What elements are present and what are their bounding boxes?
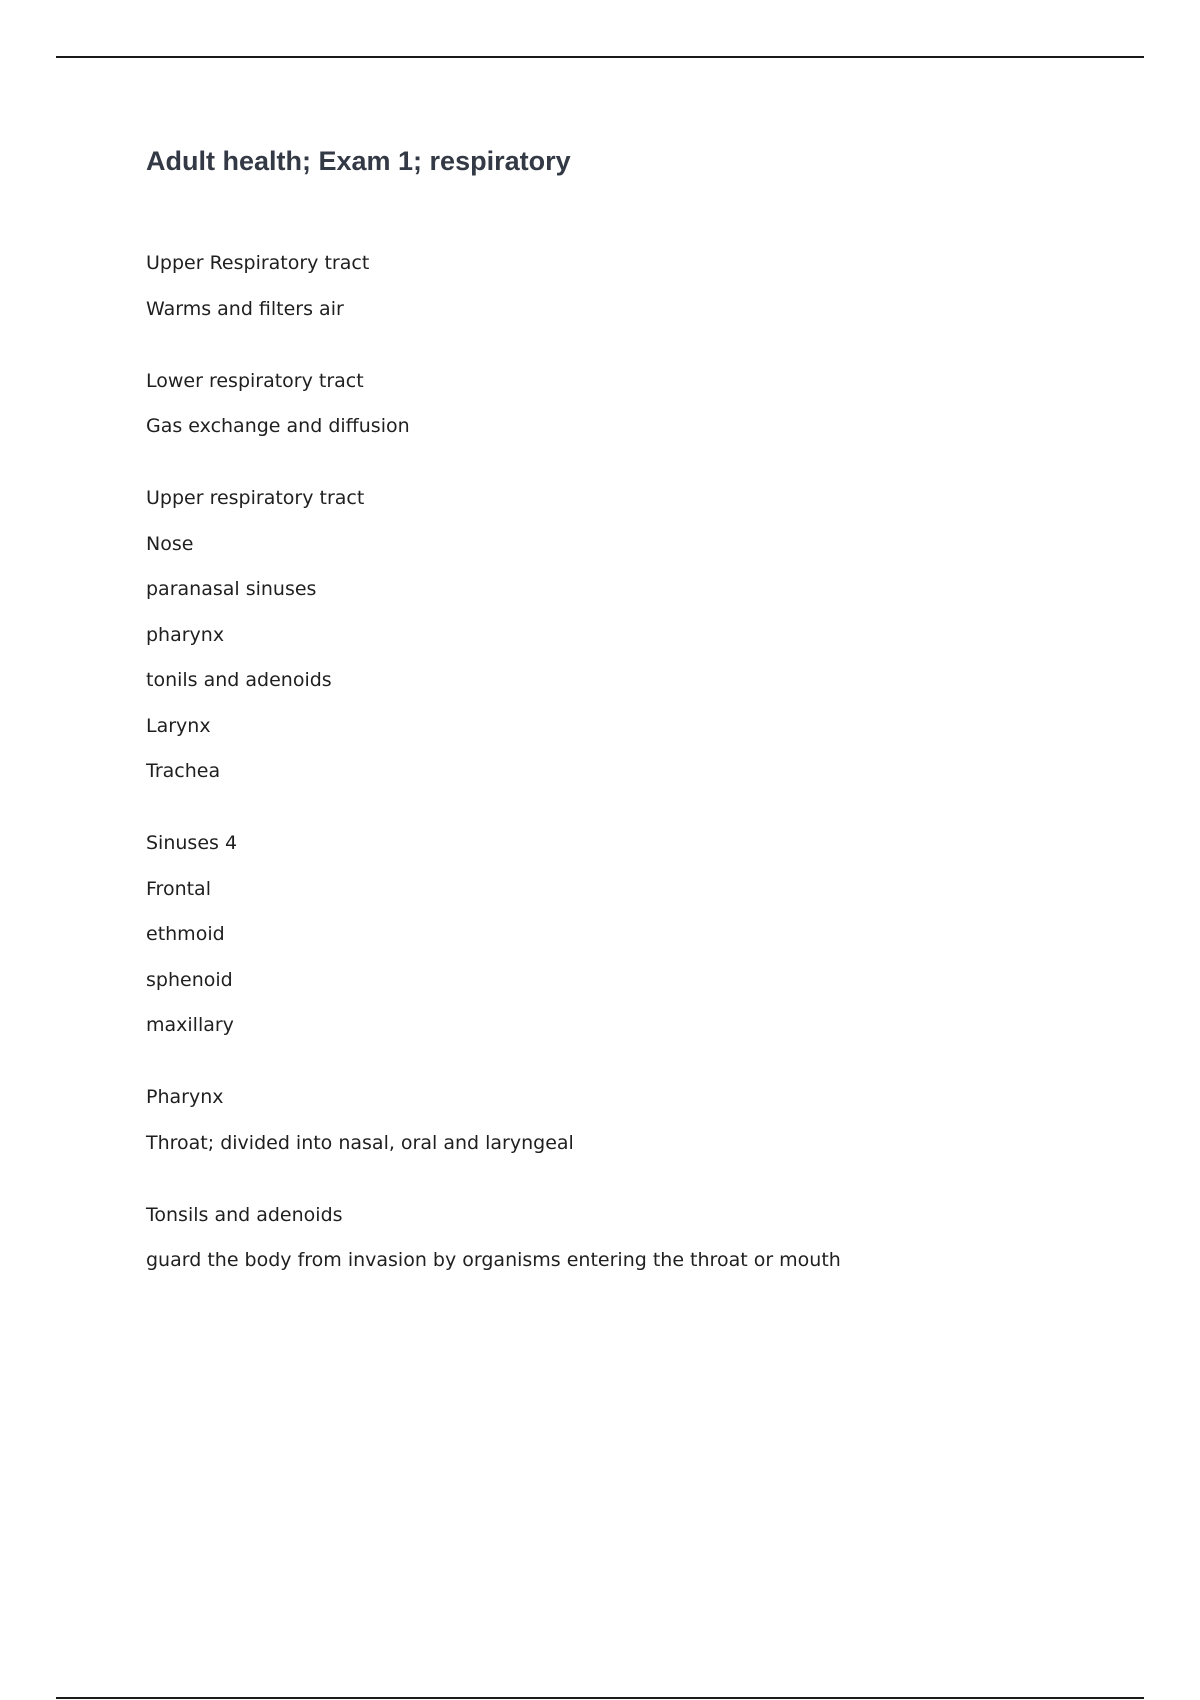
definition-line: tonils and adenoids: [146, 669, 332, 691]
term-line: Tonsils and adenoids: [146, 1203, 343, 1226]
term-block-tonsils: [146, 1202, 1126, 1274]
definition-line: Trachea: [146, 760, 221, 782]
term-block-sinuses: [146, 830, 1126, 1038]
definition-line: Nose: [146, 532, 194, 555]
definition-line: Warms and filters air: [146, 297, 344, 320]
term-block-pharynx: [146, 1084, 1126, 1156]
footer-rule: [56, 1697, 1144, 1699]
header-rule: [56, 56, 1144, 58]
term-line: Upper Respiratory tract: [146, 252, 370, 274]
definition-line: pharynx: [146, 623, 225, 646]
definition-line: Throat; divided into nasal, oral and laryngeal: [146, 1131, 574, 1154]
definition-line: Larynx: [146, 714, 211, 737]
definition-line: Gas exchange and diffusion: [146, 415, 410, 437]
document-body: [146, 250, 1126, 1319]
page-title: Adult health; Exam 1; respiratory: [146, 146, 571, 176]
term-line: Lower respiratory tract: [146, 369, 364, 392]
term-line: Pharynx: [146, 1086, 224, 1108]
term-block-upper-respiratory: [146, 250, 1126, 322]
term-line: Sinuses 4: [146, 832, 238, 854]
definition-line: ethmoid: [146, 923, 225, 945]
term-block-lower-respiratory: [146, 368, 1126, 440]
definition-line: sphenoid: [146, 968, 233, 991]
definition-line: paranasal sinuses: [146, 578, 317, 600]
definition-line: guard the body from invasion by organisms entering the throat or mouth: [146, 1249, 841, 1271]
definition-line: Frontal: [146, 877, 211, 900]
term-line: Upper respiratory tract: [146, 487, 365, 509]
definition-line: maxillary: [146, 1014, 234, 1036]
term-block-upper-respiratory-parts: [146, 485, 1126, 784]
